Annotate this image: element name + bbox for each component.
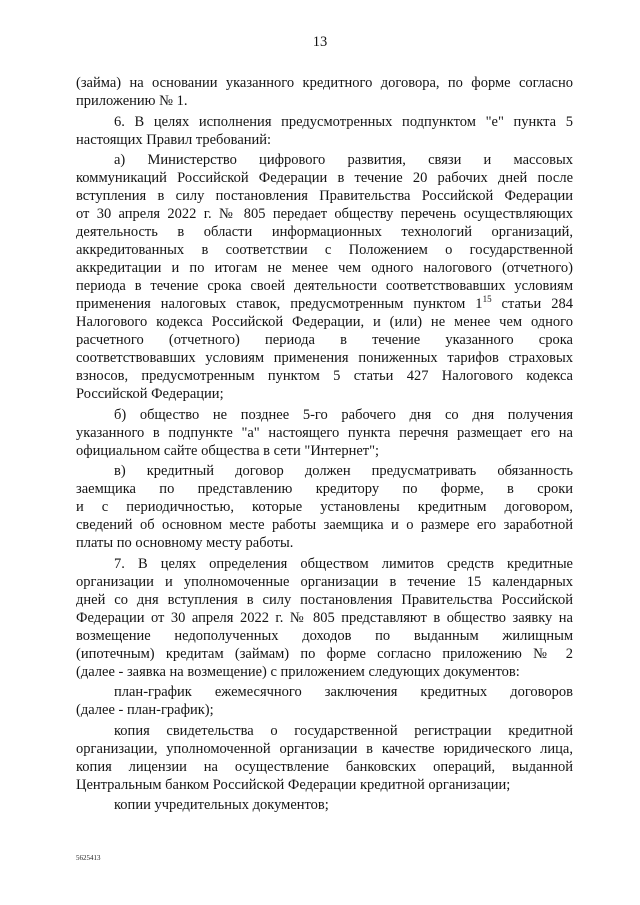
document-body [76, 74, 573, 814]
text-line: коммуникаций Российской Федерации в течение 20 рабочих дней после [76, 170, 573, 186]
text-line: Центральным банком Российской Федерации кредитной организации; [76, 776, 511, 793]
text-line: б) общество не позднее 5-го рабочего дня со дня получения [114, 406, 573, 423]
text-line: заемщика по представлению кредитору по форме, в сроки [76, 481, 573, 497]
text-line [76, 295, 573, 313]
text-line: аккредитации и по итогам не менее чем одного налогового (отчетного) [76, 260, 573, 276]
text-line: копии учредительных документов; [114, 797, 329, 813]
text-line: организации, уполномоченной организации в качестве юридического лица, [76, 740, 573, 757]
text-segment: статьи 284 [491, 296, 573, 312]
text-line: Российской Федерации; [76, 386, 224, 402]
paragraph [76, 722, 573, 794]
text-line: настоящих Правил требований: [76, 131, 272, 148]
text-line: и с периодичностью, которые установлены кредитным договором, [76, 499, 573, 515]
text-line: вступления в силу постановления Правительства Российской Федерации [76, 188, 573, 204]
text-line: (займа) на основании указанного кредитного договора, по форме согласно [76, 75, 573, 91]
paragraph [76, 462, 573, 552]
document-code: 5625413 [76, 854, 101, 862]
paragraph [76, 683, 573, 719]
paragraph [76, 113, 573, 149]
text-line: Федерации от 30 апреля 2022 г. № 805 представляют в общество заявку на [76, 609, 573, 626]
text-line: официальном сайте общества в сети "Интернет"; [76, 442, 380, 459]
text-line: указанного в подпункте "а" настоящего пункта перечня размещает его на [76, 424, 573, 441]
paragraph [76, 796, 573, 814]
text-line: (далее - заявка на возмещение) с приложением следующих документов: [76, 663, 520, 680]
text-line: Налогового кодекса Российской Федерации, и (или) не менее чем одного [76, 314, 573, 330]
text-line: организации и уполномоченные организации в течение 15 календарных [76, 573, 573, 590]
text-line: соответствовавших условиям применения пониженных тарифов страховых [76, 350, 573, 366]
text-line: возмещение недополученных доходов по выданным жилищным [76, 627, 573, 644]
text-line: 7. В целях определения обществом лимитов средств кредитные [114, 555, 573, 572]
text-line: 6. В целях исполнения предусмотренных подпунктом "е" пункта 5 [114, 113, 573, 130]
paragraph [76, 74, 573, 110]
page-number: 13 [312, 34, 328, 50]
text-line: сведений об основном месте работы заемщика и о размере его заработной [76, 517, 573, 533]
paragraph [76, 406, 573, 460]
text-line: копия лицензии на осуществление банковских операций, выданной [76, 758, 573, 775]
text-segment: применения налоговых ставок, предусмотренным пунктом 1 [76, 296, 483, 312]
text-line: платы по основному месту работы. [76, 535, 294, 551]
text-line: план-график ежемесячного заключения кредитных договоров [114, 684, 573, 700]
text-line: аккредитованных в соответствии с Положением о государственной [76, 242, 573, 258]
superscript-number: 15 [482, 294, 492, 304]
text-line: дней со дня вступления в силу постановления Правительства Российской [76, 591, 573, 608]
text-line: (ипотечным) кредитам (займам) по форме согласно приложению № 2 [76, 645, 573, 662]
text-line: периода в течение срока своей деятельности соответствовавших условиям [76, 278, 573, 294]
text-line: приложению № 1. [76, 93, 188, 109]
text-line: (далее - план-график); [76, 702, 214, 718]
paragraph [76, 151, 573, 403]
paragraph [76, 555, 573, 681]
text-line: в) кредитный договор должен предусматривать обязанность [114, 463, 573, 479]
text-line: копия свидетельства о государственной регистрации кредитной [114, 722, 573, 739]
text-line: а) Министерство цифрового развития, связи и массовых [114, 152, 573, 168]
text-line: от 30 апреля 2022 г. № 805 передает обществу перечень осуществляющих [76, 206, 573, 222]
text-line: взносов, предусмотренным пунктом 5 статьи 427 Налогового кодекса [76, 368, 573, 384]
text-line: деятельность в области информационных технологий организаций, [76, 224, 573, 240]
text-line: расчетного (отчетного) периода в течение указанного срока [76, 332, 573, 348]
